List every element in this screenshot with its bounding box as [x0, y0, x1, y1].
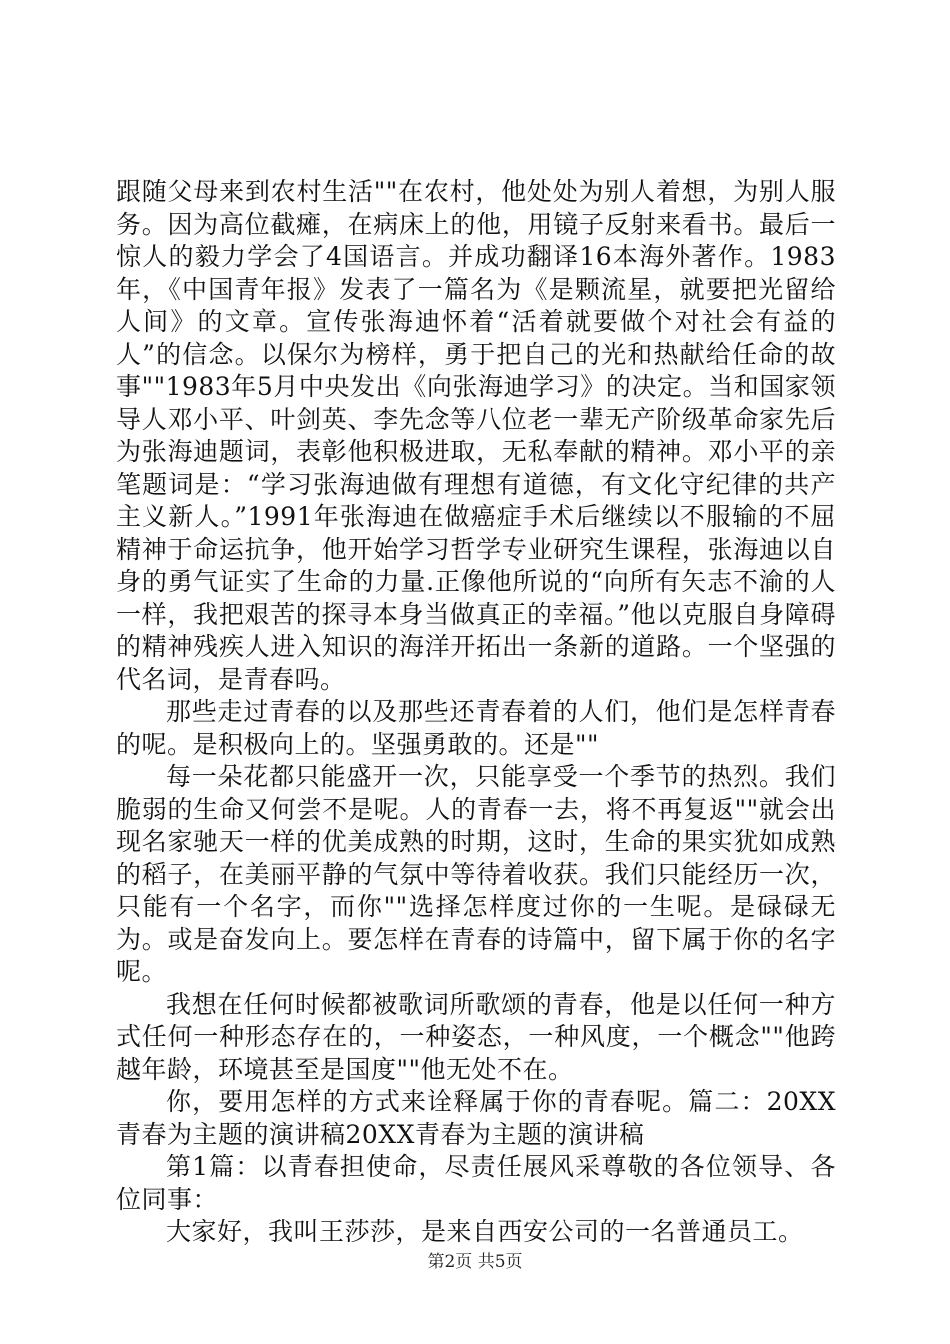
paragraph-2: 那些走过青春的以及那些还青春着的人们，他们是怎样青春的呢。是积极向上的。坚强勇敢的。还是"" [116, 697, 836, 759]
paragraph-5: 你，要用怎样的方式来诠释属于你的青春呢。篇二：20XX青春为主题的演讲稿20XX青春为主题的演讲稿 [116, 1087, 836, 1149]
paragraph-4: 我想在任何时候都被歌词所歌颂的青春，他是以任何一种方式任何一种形态存在的，一种姿态，一种风度，一个概念""他跨越年龄，环境甚至是国度""他无处不在。 [116, 989, 836, 1084]
paragraph-1: 跟随父母来到农村生活""在农村，他处处为别人着想，为别人服务。因为高位截瘫，在病床上的他，用镜子反射来看书。最后一惊人的毅力学会了4国语言。并成功翻译16本海外著作。1983年，《中国青年报》发表了一篇名为《是颗流星，就要把光留给人间》的文章。宣传张海迪怀着“活着就要做个对社会有益的人”的信念。以保尔为榜样，勇于把自己的光和热献给任命的故事""1983年5月中央发出《向张海迪学习》的决定。当和国家领导人邓小平、叶剑英、李先念等八位老一辈无产阶级革命家先后为张海迪题词，表彰他积极进取，无私奉献的精神。邓小平的亲笔题词是：“学习张海迪做有理想有道德，有文化守纪律的共产主义新人。”1991年张海迪在做癌症手术后继续以不服输的不屈精神于命运抗争，他开始学习哲学专业研究生课程，张海迪以自身的勇气证实了生命的力量.正像他所说的“向所有矢志不渝的人一样，我把艰苦的探寻本身当做真正的幸福。”他以克服自身障碍的精神残疾人进入知识的海洋开拓出一条新的道路。一个坚强的代名词，是青春吗。 [116, 177, 836, 694]
document-body [116, 176, 836, 1249]
paragraph-6: 第1篇：以青春担使命，尽责任展风采尊敬的各位领导、各位同事： [116, 1152, 836, 1214]
paragraph-3: 每一朵花都只能盛开一次，只能享受一个季节的热烈。我们脆弱的生命又何尝不是呢。人的青春一去，将不再复返""就会出现名家驰天一样的优美成熟的时期，这时，生命的果实犹如成熟的稻子，在美丽平静的气氛中等待着收获。我们只能经历一次，只能有一个名字，而你""选择怎样度过你的一生呢。是碌碌无为。或是奋发向上。要怎样在青春的诗篇中，留下属于你的名字呢。 [116, 762, 836, 986]
page-number-footer: 第2页 共5页 [427, 1252, 523, 1272]
paragraph-7: 大家好，我叫王莎莎，是来自西安公司的一名普通员工。 [166, 1217, 804, 1246]
